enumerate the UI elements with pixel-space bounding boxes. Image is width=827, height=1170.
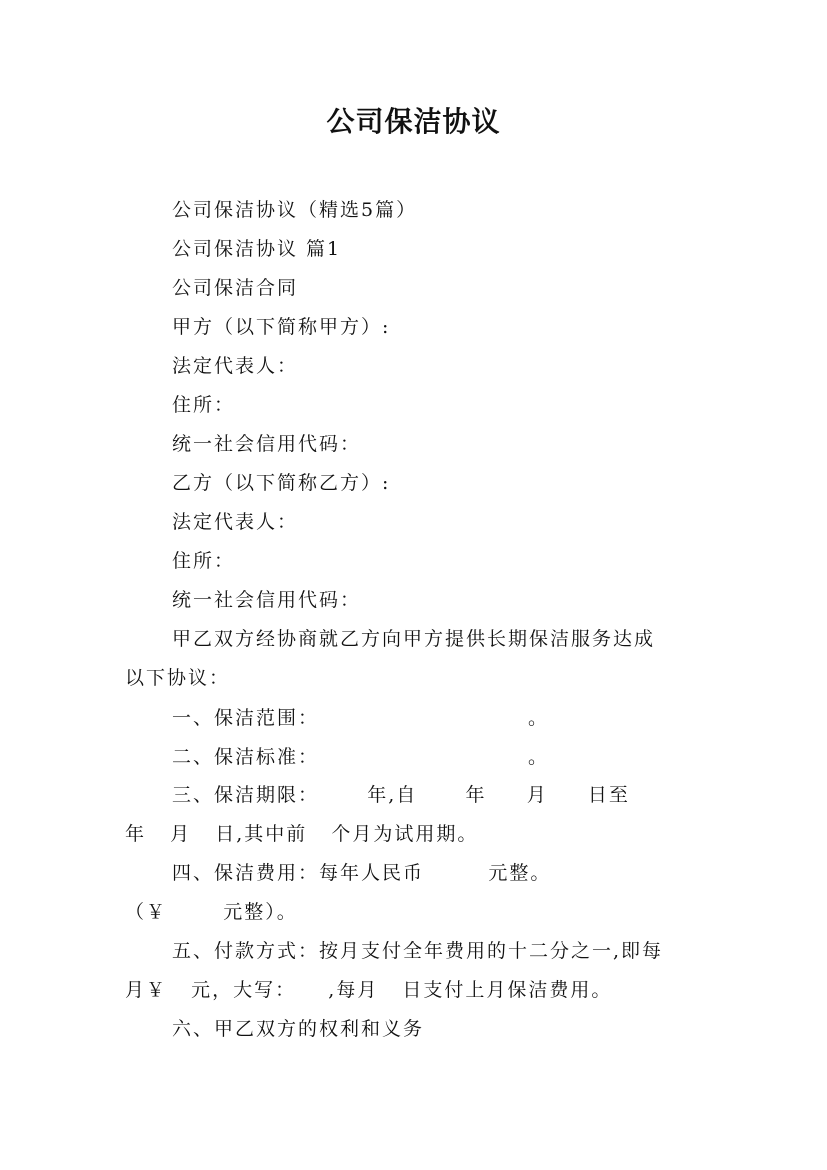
payment-method-continuation: 月￥ 元，大写： ,每月 日支付上月保洁费用。 <box>125 979 613 1001</box>
party-a-address-line: 住所： <box>172 394 236 416</box>
cleaning-fee-line: 四、保洁费用：每年人民币 元整。 <box>172 862 552 884</box>
party-b-representative-line: 法定代表人： <box>172 511 299 533</box>
section-heading: 公司保洁协议 篇1 <box>172 238 342 260</box>
payment-method-line: 五、付款方式：按月支付全年费用的十二分之一,即每 <box>172 940 664 962</box>
party-a-representative-line: 法定代表人： <box>172 355 299 377</box>
cleaning-scope-line: 一、保洁范围： 。 <box>172 707 550 729</box>
party-a-credit-code-line: 统一社会信用代码： <box>172 433 362 455</box>
party-a-line: 甲方（以下简称甲方）: <box>172 316 391 338</box>
cleaning-term-line: 三、保洁期限： 年,自 年 月 日至 <box>172 784 630 806</box>
contract-heading: 公司保洁合同 <box>172 277 299 299</box>
subtitle-line: 公司保洁协议（精选5篇） <box>172 199 418 221</box>
document-title: 公司保洁协议 <box>326 105 501 138</box>
agreement-intro-continuation: 以下协议： <box>125 667 231 689</box>
cleaning-fee-continuation: （￥ 元整）。 <box>125 901 298 923</box>
party-b-credit-code-line: 统一社会信用代码： <box>172 589 362 611</box>
cleaning-term-continuation: 年 月 日,其中前 个月为试用期。 <box>125 823 479 845</box>
rights-obligations-heading: 六、甲乙双方的权利和义务 <box>172 1018 425 1040</box>
cleaning-standard-line: 二、保洁标准： 。 <box>172 746 550 768</box>
party-b-address-line: 住所： <box>172 550 236 572</box>
party-b-line: 乙方（以下简称乙方）: <box>172 472 391 494</box>
agreement-intro-line: 甲乙双方经协商就乙方向甲方提供长期保洁服务达成 <box>172 628 656 650</box>
